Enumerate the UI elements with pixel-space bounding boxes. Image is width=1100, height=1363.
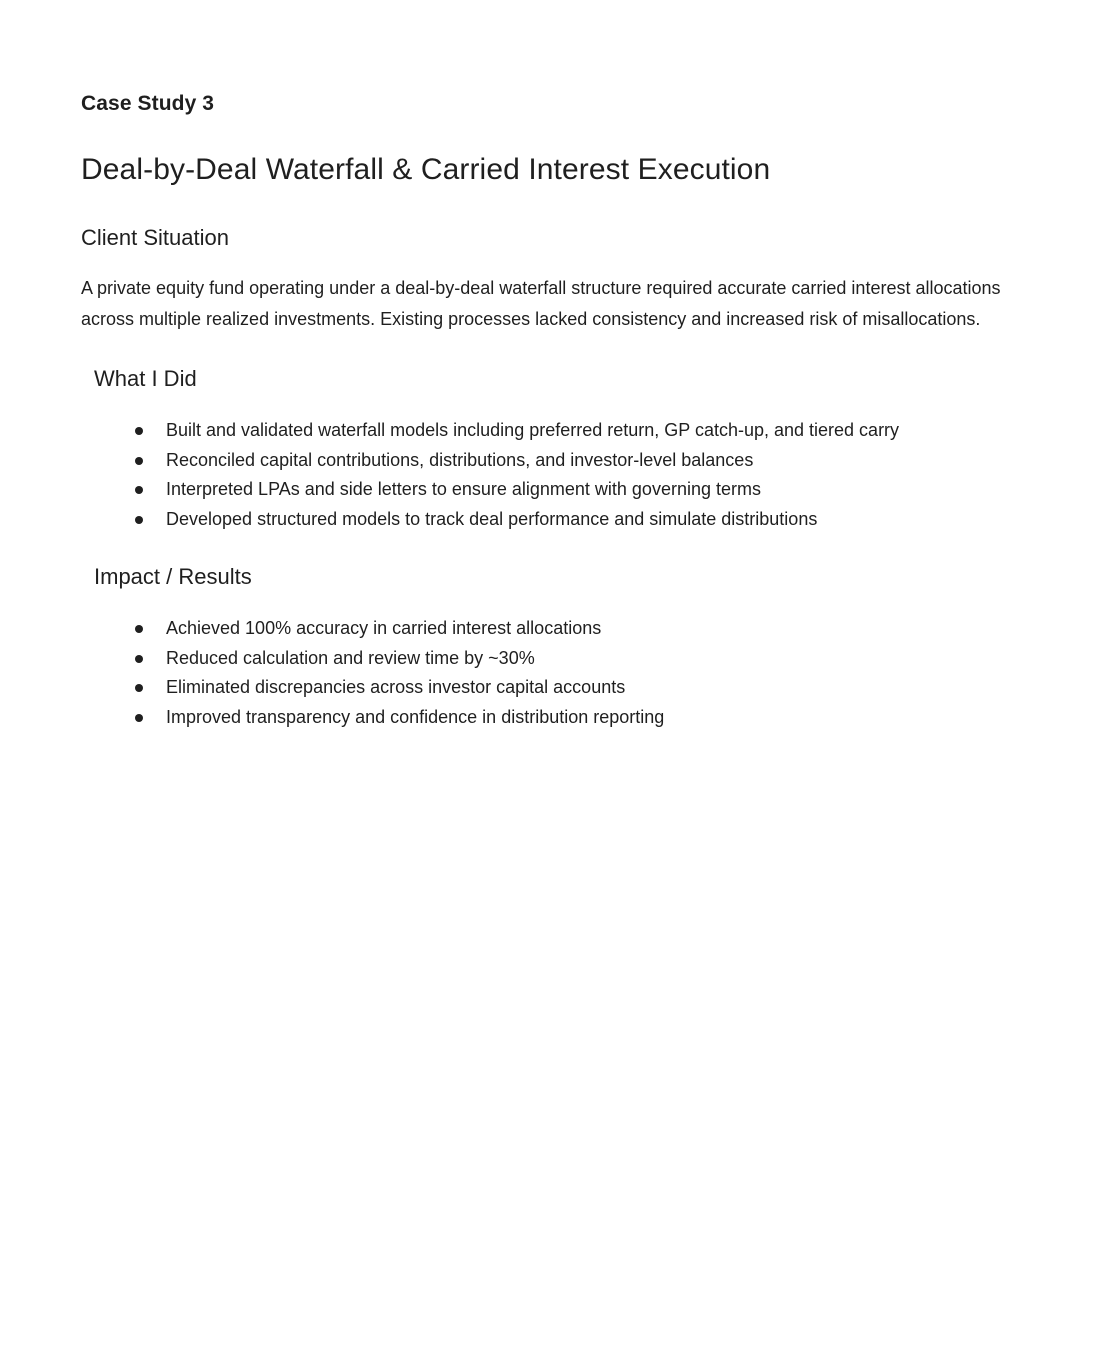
list-item (81, 644, 1021, 674)
bullet-icon (135, 457, 143, 465)
bullet-icon (135, 486, 143, 494)
bullet-icon (135, 427, 143, 435)
list-item-text: Reconciled capital contributions, distributions, and investor-level balances (166, 449, 754, 470)
list-item-text: Reduced calculation and review time by ~30% (166, 647, 535, 668)
what-i-did-list (81, 416, 1021, 534)
page-title: Deal-by-Deal Waterfall & Carried Interest Execution (81, 153, 771, 186)
case-study-label: Case Study 3 (81, 92, 215, 115)
list-item (81, 703, 1021, 733)
bullet-icon (135, 684, 143, 692)
what-i-did-heading: What I Did (94, 366, 197, 391)
list-item-text: Improved transparency and confidence in distribution reporting (166, 706, 665, 727)
list-item-text: Built and validated waterfall models including preferred return, GP catch-up, and tiered carry (166, 420, 900, 440)
bullet-icon (135, 516, 143, 524)
list-item (81, 416, 1021, 446)
impact-results-heading: Impact / Results (94, 564, 252, 589)
list-item (81, 614, 1021, 644)
list-item (81, 475, 1021, 505)
list-item (81, 505, 1021, 535)
list-item-text: Eliminated discrepancies across investor capital accounts (166, 677, 626, 697)
client-situation-heading: Client Situation (81, 225, 229, 250)
list-item (81, 673, 1021, 703)
impact-results-list (81, 614, 1021, 732)
bullet-icon (135, 655, 143, 663)
list-item-text: Achieved 100% accuracy in carried interest allocations (166, 618, 602, 638)
bullet-icon (135, 625, 143, 633)
list-item-text: Interpreted LPAs and side letters to ensure alignment with governing terms (166, 479, 761, 499)
client-situation-paragraph: A private equity fund operating under a deal-by-deal waterfall structure required accurate carried interest allocations across multiple realized investments. Existing processes lacked consistency and increased risk of misallocations. (81, 278, 1001, 329)
list-item (81, 446, 1021, 476)
document-body (81, 88, 1021, 732)
list-item-text: Developed structured models to track deal performance and simulate distributions (166, 508, 818, 529)
bullet-icon (135, 714, 143, 722)
